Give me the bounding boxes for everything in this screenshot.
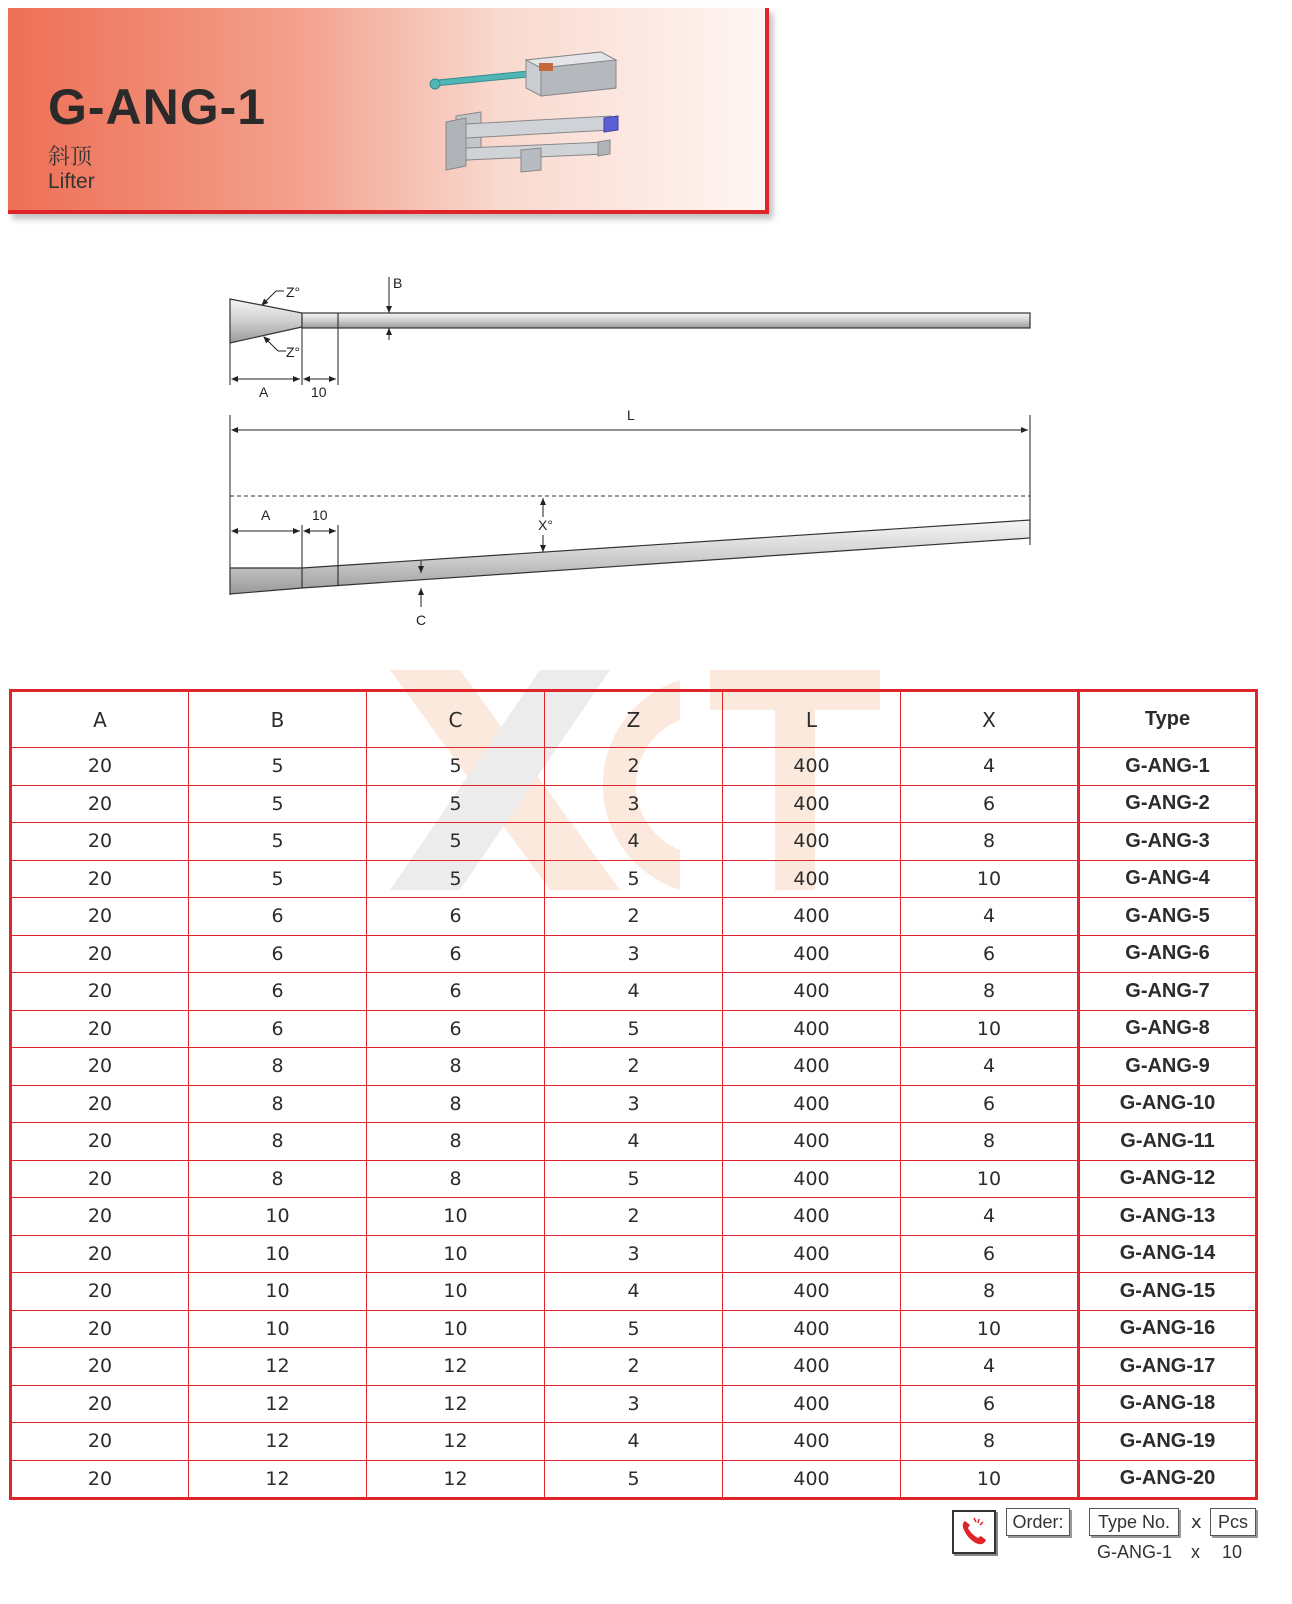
- cell-l: 400: [723, 1310, 901, 1348]
- label-10-top: 10: [311, 384, 327, 400]
- cell-x: 6: [901, 1085, 1079, 1123]
- cell-x: 10: [901, 1310, 1079, 1348]
- table-row: [11, 860, 1257, 898]
- header-banner: [8, 8, 769, 214]
- table-row: [11, 1310, 1257, 1348]
- cell-a: 20: [11, 1085, 189, 1123]
- cell-c: 10: [367, 1198, 545, 1236]
- table-row: [11, 748, 1257, 786]
- cell-a: 20: [11, 1198, 189, 1236]
- cell-l: 400: [723, 1348, 901, 1386]
- cell-b: 10: [189, 1198, 367, 1236]
- table-row: [11, 1048, 1257, 1086]
- pcs-label: Pcs: [1210, 1508, 1256, 1536]
- type-no-label: Type No.: [1089, 1508, 1179, 1536]
- cell-x: 4: [901, 1348, 1079, 1386]
- cell-l: 400: [723, 1198, 901, 1236]
- table-row: [11, 935, 1257, 973]
- cell-z: 4: [545, 1123, 723, 1161]
- cell-b: 6: [189, 1010, 367, 1048]
- cell-type: G-ANG-12: [1079, 1160, 1257, 1198]
- cell-z: 2: [545, 1048, 723, 1086]
- cell-l: 400: [723, 1273, 901, 1311]
- cell-type: G-ANG-6: [1079, 935, 1257, 973]
- cell-c: 10: [367, 1310, 545, 1348]
- cell-c: 5: [367, 823, 545, 861]
- cell-x: 10: [901, 860, 1079, 898]
- cell-z: 5: [545, 1310, 723, 1348]
- cell-b: 12: [189, 1423, 367, 1461]
- label-a-top: A: [259, 384, 269, 400]
- cell-c: 12: [367, 1348, 545, 1386]
- cell-x: 6: [901, 1385, 1079, 1423]
- cell-b: 12: [189, 1348, 367, 1386]
- table-row: [11, 1198, 1257, 1236]
- subtitle-english: Lifter: [48, 170, 95, 193]
- cell-a: 20: [11, 935, 189, 973]
- cell-type: G-ANG-5: [1079, 898, 1257, 936]
- cell-c: 6: [367, 898, 545, 936]
- cell-type: G-ANG-16: [1079, 1310, 1257, 1348]
- cell-b: 10: [189, 1310, 367, 1348]
- side-view: [230, 496, 1030, 628]
- cell-a: 20: [11, 1385, 189, 1423]
- lifter-3d-illustration: [426, 38, 626, 178]
- cell-b: 6: [189, 973, 367, 1011]
- header-x: X: [901, 691, 1079, 748]
- table-row: [11, 1385, 1257, 1423]
- cell-x: 6: [901, 935, 1079, 973]
- cell-x: 8: [901, 973, 1079, 1011]
- cell-z: 2: [545, 1198, 723, 1236]
- type-no-value: G-ANG-1: [1097, 1542, 1173, 1562]
- header-c: C: [367, 691, 545, 748]
- cell-z: 3: [545, 785, 723, 823]
- table-row: [11, 1348, 1257, 1386]
- cell-b: 5: [189, 748, 367, 786]
- cell-c: 12: [367, 1423, 545, 1461]
- watermark-text: XCT: [380, 660, 382, 661]
- cell-c: 6: [367, 1010, 545, 1048]
- cell-type: G-ANG-9: [1079, 1048, 1257, 1086]
- cell-b: 5: [189, 823, 367, 861]
- cell-z: 3: [545, 935, 723, 973]
- cell-z: 3: [545, 1385, 723, 1423]
- cell-type: G-ANG-15: [1079, 1273, 1257, 1311]
- label-a-bottom: A: [261, 507, 271, 523]
- multiply-sign-value: x: [1191, 1542, 1200, 1562]
- cell-l: 400: [723, 785, 901, 823]
- cell-a: 20: [11, 1273, 189, 1311]
- cell-type: G-ANG-11: [1079, 1123, 1257, 1161]
- label-10-bottom: 10: [312, 507, 328, 523]
- label-x: X°: [538, 517, 553, 533]
- cell-z: 5: [545, 1160, 723, 1198]
- header-z: Z: [545, 691, 723, 748]
- cell-b: 5: [189, 785, 367, 823]
- cell-z: 4: [545, 1423, 723, 1461]
- cell-a: 20: [11, 860, 189, 898]
- specification-table: [9, 689, 1258, 1500]
- cell-a: 20: [11, 973, 189, 1011]
- label-z-top: Z°: [286, 284, 301, 300]
- cell-z: 4: [545, 823, 723, 861]
- cell-a: 20: [11, 748, 189, 786]
- table-row: [11, 1235, 1257, 1273]
- cell-b: 12: [189, 1385, 367, 1423]
- table-row: [11, 1010, 1257, 1048]
- cell-type: G-ANG-10: [1079, 1085, 1257, 1123]
- label-z-bottom: Z°: [286, 344, 301, 360]
- table-row: [11, 1160, 1257, 1198]
- cell-z: 3: [545, 1085, 723, 1123]
- cell-l: 400: [723, 748, 901, 786]
- cell-a: 20: [11, 785, 189, 823]
- cell-c: 6: [367, 973, 545, 1011]
- cell-type: G-ANG-19: [1079, 1423, 1257, 1461]
- cell-c: 8: [367, 1123, 545, 1161]
- cell-l: 400: [723, 823, 901, 861]
- cell-l: 400: [723, 1048, 901, 1086]
- cell-l: 400: [723, 1385, 901, 1423]
- table-row: [11, 1085, 1257, 1123]
- cell-c: 10: [367, 1235, 545, 1273]
- cell-l: 400: [723, 1123, 901, 1161]
- pcs-value: 10: [1222, 1542, 1243, 1562]
- phone-icon: [952, 1510, 996, 1554]
- cell-a: 20: [11, 1048, 189, 1086]
- cell-type: G-ANG-17: [1079, 1348, 1257, 1386]
- cell-z: 5: [545, 860, 723, 898]
- cell-b: 8: [189, 1085, 367, 1123]
- cell-x: 4: [901, 1048, 1079, 1086]
- order-info: [948, 1506, 1268, 1604]
- cell-x: 10: [901, 1460, 1079, 1499]
- table-row: [11, 1423, 1257, 1461]
- cell-type: G-ANG-3: [1079, 823, 1257, 861]
- cell-z: 4: [545, 1273, 723, 1311]
- cell-x: 10: [901, 1160, 1079, 1198]
- table-row: [11, 1273, 1257, 1311]
- cell-b: 8: [189, 1123, 367, 1161]
- cell-l: 400: [723, 898, 901, 936]
- multiply-sign: x: [1191, 1512, 1202, 1533]
- cell-type: G-ANG-4: [1079, 860, 1257, 898]
- cell-x: 8: [901, 1423, 1079, 1461]
- cell-c: 5: [367, 748, 545, 786]
- cell-x: 8: [901, 823, 1079, 861]
- cell-type: G-ANG-8: [1079, 1010, 1257, 1048]
- header-type: Type: [1079, 691, 1257, 748]
- cell-c: 6: [367, 935, 545, 973]
- cell-type: G-ANG-1: [1079, 748, 1257, 786]
- cell-l: 400: [723, 973, 901, 1011]
- cell-type: G-ANG-13: [1079, 1198, 1257, 1236]
- cell-x: 4: [901, 1198, 1079, 1236]
- cell-type: G-ANG-2: [1079, 785, 1257, 823]
- cell-x: 4: [901, 748, 1079, 786]
- cell-a: 20: [11, 1010, 189, 1048]
- label-c: C: [416, 612, 427, 628]
- top-view: [230, 275, 1030, 400]
- cell-x: 8: [901, 1123, 1079, 1161]
- cell-z: 5: [545, 1460, 723, 1499]
- cell-x: 8: [901, 1273, 1079, 1311]
- cell-b: 6: [189, 898, 367, 936]
- cell-a: 20: [11, 1423, 189, 1461]
- cell-z: 3: [545, 1235, 723, 1273]
- cell-c: 5: [367, 785, 545, 823]
- cell-b: 8: [189, 1048, 367, 1086]
- cell-z: 5: [545, 1010, 723, 1048]
- cell-b: 5: [189, 860, 367, 898]
- label-l: L: [627, 407, 635, 423]
- cell-a: 20: [11, 1348, 189, 1386]
- table-row: [11, 973, 1257, 1011]
- cell-l: 400: [723, 1160, 901, 1198]
- cell-a: 20: [11, 1123, 189, 1161]
- label-b: B: [393, 275, 403, 291]
- cell-c: 8: [367, 1160, 545, 1198]
- header-b: B: [189, 691, 367, 748]
- header-l: L: [723, 691, 901, 748]
- cell-a: 20: [11, 1460, 189, 1499]
- cell-a: 20: [11, 1160, 189, 1198]
- cell-b: 12: [189, 1460, 367, 1499]
- cell-a: 20: [11, 1310, 189, 1348]
- cell-z: 2: [545, 898, 723, 936]
- cell-a: 20: [11, 1235, 189, 1273]
- cell-z: 2: [545, 748, 723, 786]
- cell-type: G-ANG-20: [1079, 1460, 1257, 1499]
- cell-x: 10: [901, 1010, 1079, 1048]
- table-row: [11, 785, 1257, 823]
- cell-l: 400: [723, 860, 901, 898]
- cell-c: 12: [367, 1460, 545, 1499]
- cell-x: 6: [901, 785, 1079, 823]
- cell-l: 400: [723, 1085, 901, 1123]
- cell-b: 10: [189, 1235, 367, 1273]
- order-label: Order:: [1006, 1508, 1070, 1536]
- page-title: G-ANG-1: [48, 79, 267, 135]
- cell-l: 400: [723, 1423, 901, 1461]
- table-row: [11, 823, 1257, 861]
- cell-z: 2: [545, 1348, 723, 1386]
- cell-b: 6: [189, 935, 367, 973]
- cell-type: G-ANG-18: [1079, 1385, 1257, 1423]
- cell-a: 20: [11, 898, 189, 936]
- subtitle-chinese: 斜顶: [48, 145, 93, 170]
- header-a: A: [11, 691, 189, 748]
- cell-l: 400: [723, 1460, 901, 1499]
- table-row: [11, 1460, 1257, 1499]
- cell-x: 6: [901, 1235, 1079, 1273]
- cell-l: 400: [723, 1235, 901, 1273]
- cell-c: 10: [367, 1273, 545, 1311]
- table-header-row: [11, 691, 1257, 748]
- cell-c: 8: [367, 1085, 545, 1123]
- cell-type: G-ANG-7: [1079, 973, 1257, 1011]
- table-row: [11, 1123, 1257, 1161]
- cell-b: 10: [189, 1273, 367, 1311]
- cell-x: 4: [901, 898, 1079, 936]
- cell-z: 4: [545, 973, 723, 1011]
- cell-l: 400: [723, 935, 901, 973]
- cell-b: 8: [189, 1160, 367, 1198]
- cell-l: 400: [723, 1010, 901, 1048]
- cell-type: G-ANG-14: [1079, 1235, 1257, 1273]
- lifter-dimension-drawing: [200, 255, 1060, 635]
- cell-c: 12: [367, 1385, 545, 1423]
- cell-a: 20: [11, 823, 189, 861]
- table-row: [11, 898, 1257, 936]
- cell-c: 5: [367, 860, 545, 898]
- cell-c: 8: [367, 1048, 545, 1086]
